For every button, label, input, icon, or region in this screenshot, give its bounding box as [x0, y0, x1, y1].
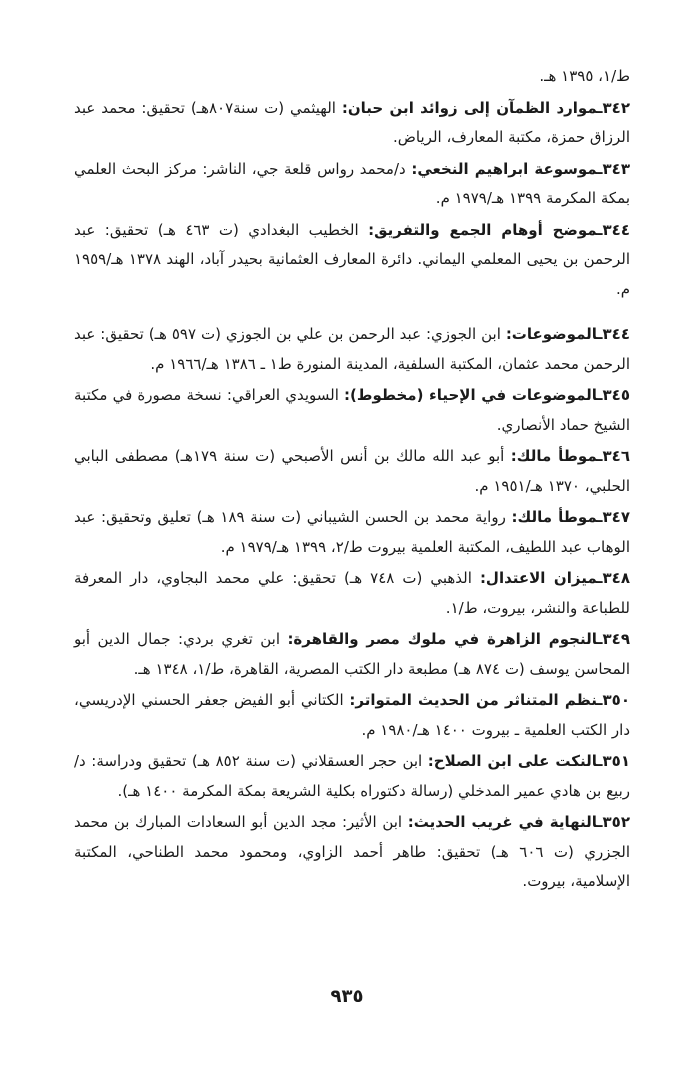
entry-number: ٣٤٤ـ	[597, 220, 630, 239]
entry-text: ابن الجوزي: عبد الرحمن بن علي بن الجوزي (ت ٥٩٧ هـ) تحقيق: عبد الرحمن محمد عثمان، المكتبة السلفية، المدينة المنورة ط١ ـ ١٣٨٦ هـ/١٩٦٦ م.	[74, 325, 630, 373]
entry-number: ٣٤٧ـ	[597, 508, 630, 526]
entry-text: الكتاني أبو الفيض جعفر الحسني الإدريسي، دار الكتب العلمية ـ بيروت ١٤٠٠ هـ/١٩٨٠ م.	[74, 691, 630, 739]
list-item	[74, 503, 630, 562]
entry-text: ابن تغري بردي: جمال الدين أبو المحاسن يوسف (ت ٨٧٤ هـ) مطبعة دار الكتب المصرية، القاهرة، ط/١، ١٣٤٨ هـ.	[74, 630, 630, 678]
entry-number: ٣٥٠ـ	[597, 691, 630, 709]
list-item	[74, 808, 630, 897]
entry-number: ٣٤٣ـ	[597, 159, 630, 178]
entry-title: موسوعة ابراهيم النخعي:	[411, 159, 598, 178]
entry-text: الخطيب البغدادي (ت ٤٦٣ هـ) تحقيق: عبد الرحمن بن يحيى المعلمي اليماني. دائرة المعارف العثمانية بحيدر آباد، الهند ١٣٧٨ هـ/١٩٥٩ م.	[74, 220, 630, 298]
entry-number: ٣٤٢ـ	[597, 98, 630, 117]
list-item	[74, 686, 630, 745]
entry-title: النهاية في غريب الحديث:	[407, 813, 598, 831]
entry-text: الذهبي (ت ٧٤٨ هـ) تحقيق: علي محمد البجاوي، دار المعرفة للطباعة والنشر، بيروت، ط/١.	[74, 569, 630, 617]
list-item	[74, 381, 630, 440]
entry-title: موضح أوهام الجمع والتفريق:	[368, 220, 598, 239]
list-item	[74, 216, 630, 305]
entry-text: د/محمد رواس قلعة جي، الناشر: مركز البحث العلمي بمكة المكرمة ١٣٩٩ هـ/١٩٧٩ م.	[74, 159, 630, 207]
entry-number: ٣٥٢ـ	[597, 813, 630, 831]
entry-text: ط/١، ١٣٩٥ هـ.	[539, 67, 630, 85]
entry-number: ٣٤٨ـ	[597, 569, 630, 587]
list-item	[74, 564, 630, 623]
entry-title: موطأ مالك:	[510, 447, 598, 465]
entry-title: نظم المتناثر من الحديث المتواتر:	[349, 691, 598, 709]
entry-title: موطأ مالك:	[511, 508, 598, 526]
list-item	[74, 94, 630, 153]
entry-title: الموضوعات في الإحياء (مخطوط):	[344, 386, 598, 404]
entry-title: النكت على ابن الصلاح:	[427, 752, 598, 770]
entry-text: الهيثمي (ت سنة٨٠٧هـ) تحقيق: محمد عبد الرزاق حمزة، مكتبة المعارف، الرياض.	[74, 98, 630, 146]
entry-text: ابن حجر العسقلاني (ت سنة ٨٥٢ هـ) تحقيق ودراسة: د/ربيع بن هادي عمير المدخلي (رسالة دكتوراه بكلية الشريعة بمكة المكرمة ١٤٠٠ هـ).	[74, 752, 630, 800]
list-item	[74, 747, 630, 806]
list-item	[74, 320, 630, 379]
entry-title: ميزان الاعتدال:	[479, 569, 598, 587]
entry-text: أبو عبد الله مالك بن أنس الأصبحي (ت سنة ١٧٩هـ) مصطفى البابي الحلبي، ١٣٧٠ هـ/١٩٥١ م.	[74, 447, 630, 495]
entry-number: ٣٥١ـ	[597, 752, 630, 770]
entry-title: موارد الظمآن إلى زوائد ابن حبان:	[341, 98, 598, 117]
list-item	[74, 442, 630, 501]
entry-number: ٣٤٦ـ	[597, 447, 630, 465]
entry-title: النجوم الزاهرة في ملوك مصر والقاهرة:	[287, 630, 598, 648]
list-item	[74, 62, 630, 92]
entry-text: السويدي العراقي: نسخة مصورة في مكتبة الشيخ حماد الأنصاري.	[74, 386, 630, 434]
page-number: ٩٣٥	[330, 986, 364, 1007]
list-item	[74, 155, 630, 214]
list-item	[74, 625, 630, 684]
entry-text: رواية محمد بن الحسن الشيباني (ت سنة ١٨٩ هـ) تعليق وتحقيق: عبد الوهاب عبد اللطيف، المكتبة العلمية بيروت ط/٢، ١٣٩٩ هـ/١٩٧٩ م.	[74, 508, 630, 556]
entry-number: ٣٤٤ـ	[597, 325, 630, 343]
entry-text: ابن الأثير: مجد الدين أبو السعادات المبارك بن محمد الجزري (ت ٦٠٦ هـ) تحقيق: طاهر أحمد الزاوي، ومحمود محمد الطناحي، المكتبة الإسلامية، بيروت.	[74, 813, 630, 890]
bibliography-list	[74, 62, 630, 899]
entry-number: ٣٤٥ـ	[597, 386, 630, 404]
entry-title: الموضوعات:	[505, 325, 598, 343]
entry-number: ٣٤٩ـ	[597, 630, 630, 648]
